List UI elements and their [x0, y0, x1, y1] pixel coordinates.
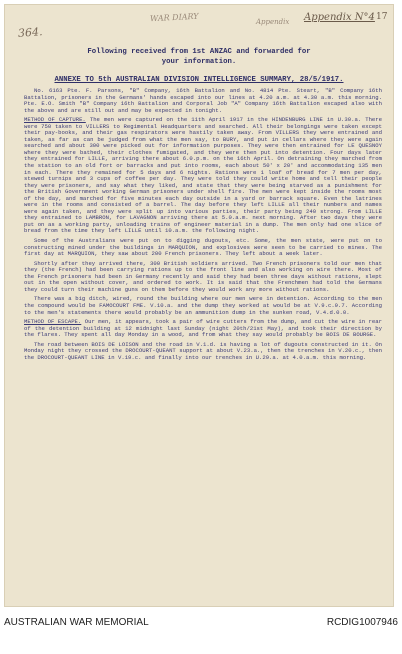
paragraph-compound: There was a big ditch, wired, round the building where our men were in detention. According to the men the compound would be FAMOCOURT FME. V.10.a. and the dump they worked at would be at V.9.c.9.7. According to the men's statements there would probably be an ammunition dump in the sunken road, V.4.d.0.0. — [24, 295, 382, 316]
capture-text: The men were captured on the 11th April 1917 in the HINDENBURG LINE in U.30.a. There were 750 taken to VILLERS to Regimental Headquarters and searched. All their belongings were taken except their pay-books, and their gas respirators were hastily taken away. From VILLERS they were entrained and taken, as far as can be judged from what the men say, to BURY, and put in cellars where they were again searched and about 300 were picked out for information purposes. They were then entrained for LE QUESNOY where they were bathed, their clothes fumigated, and they were then put into detention. Four days later they entrained for LILLE, arriving there about 6.0.p.m. on the 16th April. On detraining they marched from the station to an old fort or barracks and put into rooms, each about 50' x 20' and accommodating 135 men in each. There they remained for 5 days and 6 nights. Rations were 1 loaf of bread for 7 men per day, stewed turnips and 3 cups of coffee per day. They were told they could write home and tell their people they were prisoners, and say what they liked, and state that they were being starved as a punishment for the British Government working German prisoners under shell fire. The men were kept inside the rooms most of the day, and marched for five minutes each day outside in a yard or barrack square. Even the latrines were in the rooms and consisted of a barrel. The day before they left LILLE all their numbers and names were again taken, and they were split up into various parties, their party being 240 strong. From LILLE they entrained to LAMBRON, for LAVAGNON arriving there at 5.0.a.m. next morning. After two days they were put on as a working party, unloading trains of engineer material in a dump. The men only had one slice of bread from the time they left LILLE until 10.a.m. the following night. — [24, 116, 382, 235]
document-page — [4, 4, 394, 607]
section-label-escape: METHOD OF ESCAPE. — [24, 318, 82, 326]
archive-source: AUSTRALIAN WAR MEMORIAL — [4, 617, 149, 628]
handwritten-page-ref: 364. — [17, 25, 43, 40]
escape-text: Our men, it appears, took a pair of wire cutters from the dump, and cut the wire in rear of the detention building at 12 midnight last Sunday (night 20th/21st May), and took their direction by the flares. They spent all day Monday in a wood, and from what they say would probably be BOIS DE BOURGE. — [24, 318, 382, 339]
paragraph-capture — [24, 117, 382, 235]
archive-footer — [4, 617, 398, 631]
header-line-1: Following received from 1st ANZAC and forwarded for — [87, 48, 311, 56]
section-label-capture: METHOD OF CAPTURE. — [24, 116, 86, 124]
appendix-number: Appendix N°4 — [304, 12, 375, 23]
document-body — [24, 88, 382, 364]
paragraph-route: The road between BOIS DE LOISON and the road in V.1.d. is having a lot of dugouts constructed in it. On Monday night they crossed the DROCOURT-QUEANT support at about V.23.a., then the trenches in V.20.c., then the DROCOURT-QUEANT LINE in V.19.c. and finally into our trenches in U.29.a. at 4.0.a.m. this morning. — [24, 340, 382, 361]
war-diary-stamp: WAR DIARY — [149, 11, 199, 24]
sheet-number: 17 — [376, 12, 388, 22]
header-line-2: your information. — [161, 58, 237, 66]
paragraph-prisoners: No. 6163 Pte. F. Parsons, "B" Company, 16th Battalion and No. 4814 Pte. Steart, "B" Company 16th Battalion, prisoners in the Germans' hands escaped into our lines at 4.20 a.m. at 4.30 a.m. this morning. Pte. E.O. Smith "B" Company 16th Battalion and Corporal Job "A" Company 16th Battalion escaped also with the above and are still out and may be expected in tonight. — [24, 87, 382, 114]
annexe-title: ANNEXE TO 5th AUSTRALIAN DIVISION INTELLIGENCE SUMMARY, 28/5/1917. — [54, 76, 344, 84]
paragraph-french-prisoners: Shortly after they arrived there, 300 British soldiers arrived. Two French prisoners told our men that they (the French) had been carrying rations up to the front line and also working on wire there. Most of the French prisoners had been in Germany recently and said they had been three days without rations, slept out in the open without cover, and ordered to work. It is said that the Frenchmen had told the Germans they could turn their machine guns on them before they would work any more without rations. — [24, 259, 382, 293]
paragraph-escape — [24, 319, 382, 339]
record-id: RCDIG1007946 — [326, 617, 398, 628]
handwritten-appendix-note: Appendix — [256, 18, 290, 26]
paragraph-marquion: Some of the Australians were put on to digging dugouts, etc. Some, the men state, were put on to constructing mined under the buildings in MARQUION, and explosives were seen to be carried to mines. The first day at MARQUION, they saw about 200 French prisoners. They left about a week later. — [24, 237, 382, 258]
